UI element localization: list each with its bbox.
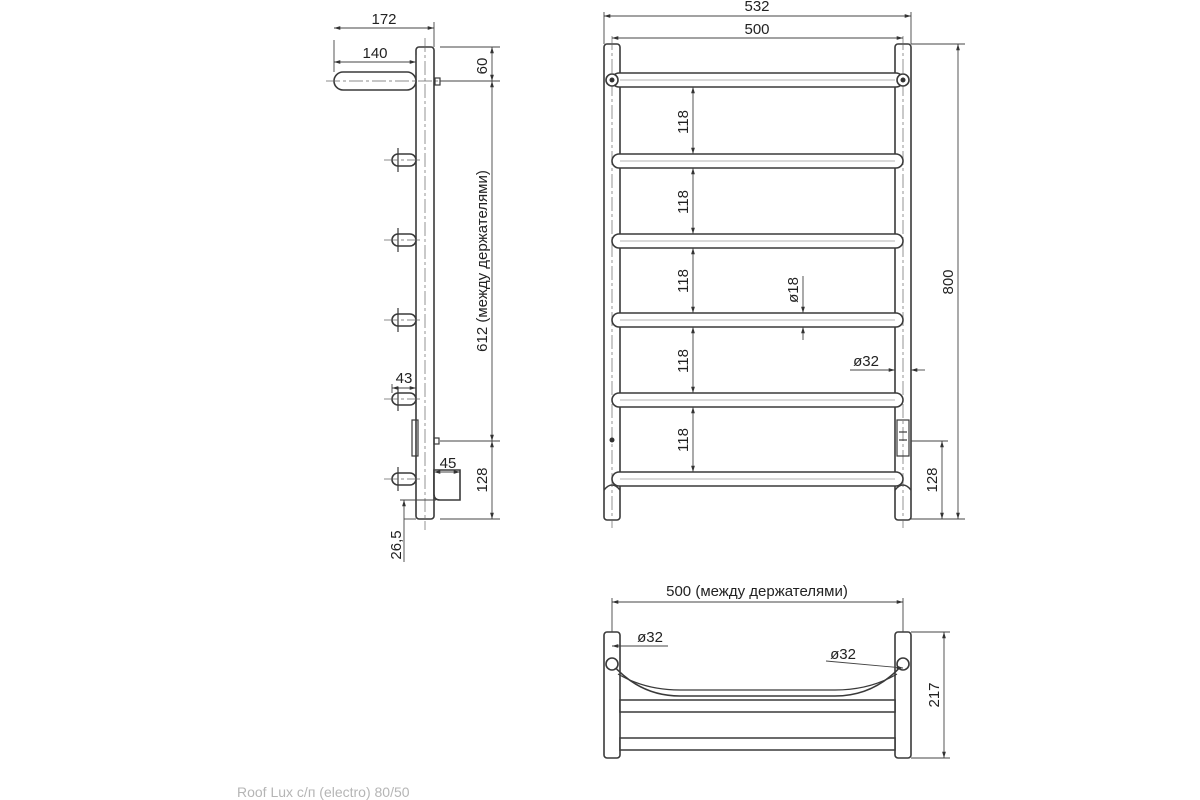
side-dim-45: 45 (439, 455, 457, 472)
side-view (326, 11, 500, 562)
front-dim-500: 500 (744, 21, 770, 38)
front-dim-532: 532 (744, 0, 770, 15)
front-rungs (612, 73, 903, 486)
top-dim-500: 500 (между держателями) (666, 583, 848, 600)
top-right-post (895, 632, 911, 758)
side-dim-612: 612 (между держателями) (474, 170, 491, 352)
top-view (604, 583, 950, 758)
product-caption: Roof Lux с/п (electro) 80/50 (237, 784, 410, 800)
top-left-post (604, 632, 620, 758)
side-dim-60: 60 (474, 57, 491, 75)
front-view (604, 0, 965, 528)
rung-spacing-4: 118 (675, 349, 692, 373)
front-dia-32: ø32 (853, 353, 879, 370)
front-dia-18: ø18 (785, 277, 802, 303)
top-dia-right: ø32 (830, 646, 856, 663)
side-dim-26-5: 26,5 (388, 530, 405, 560)
rung-spacing-dims (675, 87, 693, 472)
top-dia-left: ø32 (637, 629, 663, 646)
rung-spacing-3: 118 (675, 269, 692, 293)
front-dim-800: 800 (940, 269, 957, 295)
side-dim-128: 128 (474, 467, 491, 493)
rung-spacing-2: 118 (675, 190, 692, 214)
side-dim-140: 140 (362, 45, 388, 62)
side-rung-stubs (384, 148, 420, 491)
rung-spacing-5: 118 (675, 428, 692, 452)
top-dim-217: 217 (926, 682, 943, 708)
front-dim-128: 128 (924, 467, 941, 493)
rung-spacing-1: 118 (675, 110, 692, 134)
side-dim-172: 172 (371, 11, 397, 28)
side-dim-43: 43 (395, 370, 413, 387)
